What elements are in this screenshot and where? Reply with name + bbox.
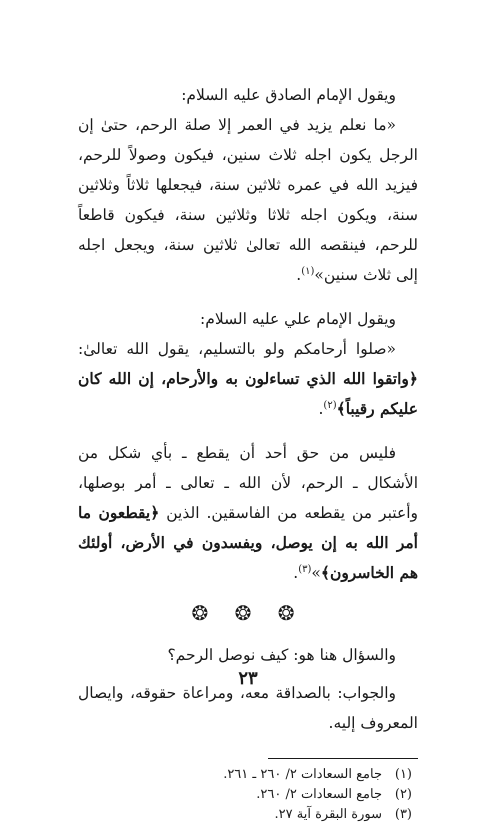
question-text: والسؤال هنا هو: كيف نوصل الرحم؟ [167, 646, 396, 664]
answer-text: والجواب: بالصداقة معه، ومراعاة حقوقه، وايصال المعروف إليه. [78, 684, 418, 732]
paragraph-cutting-ties-end: . [293, 564, 299, 582]
paragraph-cutting-ties [78, 438, 418, 588]
paragraph-cutting-ties-verse: ﴿يقطعون ما أمر الله به إن يوصل، ويفسدون في الأرض، أولئك هم الخاسرون﴾ [78, 503, 418, 582]
section-ornament: ❂ ❂ ❂ [191, 601, 305, 625]
quote-sadiq-end: . [296, 266, 302, 284]
quote-sadiq-text: «ما نعلم يزيد في العمر إلا صلة الرحم، حتىٰ إن الرجل يكون اجله ثلاث سنين، فيكون وصولاً للرحم، فيزيد الله في عمره ثلاثين سنة، فيجعلها ثلاثاً وثلاثين سنة، ويكون اجله ثلاثا وثلاثين سنة، فيكون قاطعاً للرحم، فينقصه الله تعالىٰ ثلاثين سنة، ويجعل اجله إلى ثلاث سنين» [78, 116, 418, 284]
footnotes [78, 765, 418, 825]
quote-ali-text: «صلوا أرحامكم ولو بالتسليم، يقول الله تعالىٰ: [78, 340, 396, 358]
page-body [78, 80, 418, 825]
quote-ali [78, 334, 418, 424]
footnote-ref-1: (١) [301, 265, 315, 277]
footnote-item: (٣)سورة البقرة آية ٢٧. [274, 807, 412, 822]
footnote-item: (١)جامع السعادات ٢/ ٢٦٠ ـ ٢٦١. [223, 767, 412, 782]
footnote-ref-3: (٣) [298, 563, 312, 575]
paragraph-cutting-ties-tail: » [311, 564, 321, 582]
heading-imam-sadiq: ويقول الإمام الصادق عليه السلام: [181, 86, 396, 104]
footnote-divider [268, 758, 418, 759]
quote-sadiq [78, 110, 418, 290]
page-number: ٢٣ [238, 668, 258, 689]
footnote-ref-2: (٢) [323, 399, 337, 411]
paragraph-cutting-ties-text: فليس من حق أحد أن يقطع ـ بأي شكل من الأشكال ـ الرحم، لأن الله ـ تعالى ـ أمر بوصلها، وأعتبر من يقطعه من الفاسقين. الذين [78, 444, 418, 522]
footnote-item: (٢)جامع السعادات ٢/ ٢٦٠. [256, 787, 412, 802]
quote-ali-end: . [318, 400, 324, 418]
quote-ali-verse: ﴿واتقوا الله الذي تساءلون به والأرحام، إن الله كان عليكم رقيباً﴾ [78, 369, 418, 418]
heading-imam-ali: ويقول الإمام علي عليه السلام: [200, 310, 396, 328]
